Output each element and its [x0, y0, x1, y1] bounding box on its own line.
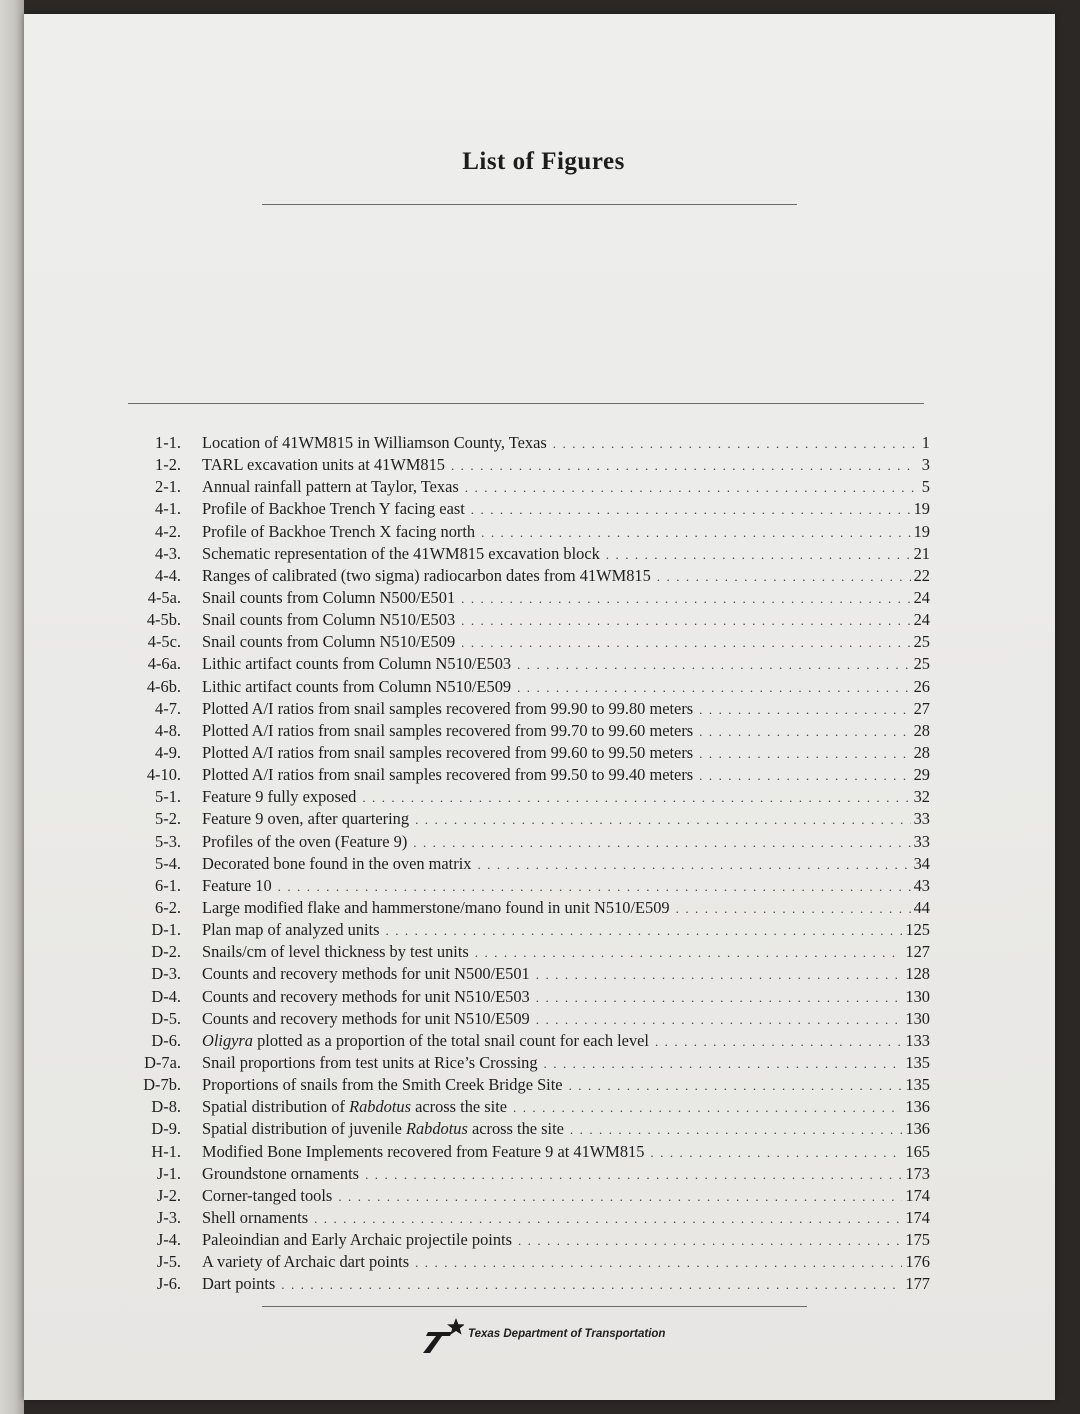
dot-leader — [699, 765, 910, 787]
figure-page-number: 32 — [913, 787, 930, 807]
figure-caption — [202, 831, 407, 853]
figure-number: 4-10. — [146, 765, 181, 785]
figure-number: J-3. — [156, 1207, 181, 1227]
figure-page-number: 165 — [905, 1141, 930, 1161]
figure-caption-taxon: Rabdotus — [405, 1119, 468, 1139]
figure-caption — [202, 1141, 644, 1163]
dot-leader — [536, 1009, 903, 1031]
dot-leader — [471, 499, 911, 521]
figure-caption — [202, 1008, 530, 1030]
figure-caption-text: across the site — [467, 1119, 564, 1139]
figure-page-number: 130 — [905, 986, 930, 1006]
figure-caption — [202, 698, 693, 720]
figure-caption-text: Schematic representation of the 41WM815 excavation block — [202, 543, 600, 563]
figure-entry — [124, 587, 930, 609]
figure-page-number: 136 — [905, 1119, 930, 1139]
dot-leader — [517, 654, 911, 676]
figure-entry — [124, 1251, 930, 1273]
figure-caption-text: Ranges of calibrated (two sigma) radiocarbon dates from 41WM815 — [202, 565, 651, 585]
dot-leader — [451, 455, 917, 477]
figure-caption-text: Large modified flake and hammerstone/mano found in unit N510/E509 — [202, 897, 670, 917]
document-page — [24, 14, 1055, 1400]
figure-page-number: 125 — [905, 920, 930, 940]
figure-page-number: 26 — [913, 676, 930, 696]
figure-page-number: 174 — [905, 1207, 930, 1227]
figure-number: D-3. — [151, 964, 181, 984]
figure-entry — [124, 1273, 930, 1295]
figure-caption-text: Counts and recovery methods for unit N500/E501 — [202, 964, 530, 984]
figure-number: D-5. — [151, 1008, 181, 1028]
figure-number: 1-2. — [155, 455, 181, 475]
dot-leader — [513, 1097, 902, 1119]
figure-number: 4-6b. — [146, 676, 181, 696]
figure-entry — [124, 543, 930, 565]
dot-leader — [569, 1075, 903, 1097]
figure-number: 5-4. — [155, 853, 181, 873]
figure-caption — [202, 631, 455, 653]
figure-number: D-8. — [151, 1097, 181, 1117]
figure-number: 4-6a. — [147, 654, 181, 674]
figure-entry — [124, 1074, 930, 1096]
figure-caption-text: Profile of Backhoe Trench X facing north — [202, 521, 476, 541]
figure-page-number: 28 — [913, 742, 930, 762]
figure-entry — [124, 742, 930, 764]
figure-caption-lead: Spatial distribution of — [202, 1097, 350, 1117]
figure-number: 4-5b. — [146, 610, 181, 630]
figure-caption — [202, 720, 693, 742]
figure-entry — [124, 498, 930, 520]
dot-leader — [415, 809, 911, 831]
figure-page-number: 34 — [913, 853, 930, 873]
figure-entry — [124, 1096, 930, 1118]
dot-leader — [544, 1053, 903, 1075]
figure-page-number: 3 — [921, 455, 930, 475]
figure-caption — [202, 565, 651, 587]
figure-page-number: 24 — [913, 587, 930, 607]
figure-entry — [124, 1118, 930, 1140]
dot-leader — [362, 787, 910, 809]
dot-leader — [606, 544, 911, 566]
figure-caption-text: Dart points — [202, 1274, 276, 1294]
figure-caption — [202, 676, 511, 698]
figure-page-number: 44 — [913, 897, 930, 917]
dot-leader — [699, 743, 910, 765]
dot-leader — [386, 920, 903, 942]
figure-caption-text: Feature 9 fully exposed — [202, 787, 357, 807]
figure-caption — [202, 742, 693, 764]
figure-page-number: 174 — [905, 1185, 930, 1205]
footer — [420, 1314, 720, 1354]
figure-page-number: 25 — [913, 654, 930, 674]
figure-caption — [202, 853, 471, 875]
figure-caption-text: Snail proportions from test units at Rice’s Crossing — [202, 1052, 538, 1072]
figure-page-number: 173 — [905, 1163, 930, 1183]
figure-number: D-1. — [151, 920, 181, 940]
figure-entry — [124, 676, 930, 698]
dot-leader — [650, 1142, 902, 1164]
dot-leader — [461, 588, 910, 610]
dot-leader — [570, 1119, 902, 1141]
figure-number: J-2. — [156, 1185, 181, 1205]
figure-caption-text: Counts and recovery methods for unit N510/E509 — [202, 1008, 530, 1028]
figure-number: 2-1. — [155, 477, 181, 497]
dot-leader — [517, 677, 911, 699]
figure-caption — [202, 1185, 332, 1207]
figure-caption-lead: Spatial distribution of juvenile — [202, 1119, 406, 1139]
figure-entry — [124, 1207, 930, 1229]
dot-leader — [475, 942, 903, 964]
dot-leader — [657, 566, 911, 588]
figure-caption — [202, 786, 356, 808]
figure-caption — [202, 897, 670, 919]
figure-number: 4-9. — [155, 742, 181, 762]
dot-leader — [278, 876, 911, 898]
figure-caption-text: Plotted A/I ratios from snail samples recovered from 99.60 to 99.50 meters — [202, 742, 694, 762]
figure-caption-text: Modified Bone Implements recovered from Feature 9 at 41WM815 — [202, 1141, 645, 1161]
figure-caption-text: across the site — [410, 1097, 508, 1117]
figure-entry — [124, 565, 930, 587]
figure-caption — [202, 432, 547, 454]
figure-caption-text: Counts and recovery methods for unit N510/E503 — [202, 986, 530, 1006]
figure-caption — [202, 1074, 563, 1096]
figure-entry — [124, 432, 930, 454]
figure-entry — [124, 764, 930, 786]
figure-caption — [202, 476, 459, 498]
figure-caption-text: plotted as a proportion of the total snail count for each level — [253, 1030, 649, 1050]
dot-leader — [477, 854, 910, 876]
dot-leader — [465, 477, 917, 499]
figure-entry — [124, 1229, 930, 1251]
dot-leader — [699, 699, 910, 721]
figure-caption-text: Corner-tanged tools — [202, 1185, 333, 1205]
figure-caption — [202, 808, 409, 830]
figure-page-number: 28 — [913, 720, 930, 740]
dot-leader — [415, 1252, 902, 1274]
figure-caption — [202, 521, 475, 543]
figure-page-number: 19 — [913, 521, 930, 541]
figure-caption-text: Feature 10 — [202, 875, 272, 895]
figure-caption-text: Snail counts from Column N510/E509 — [202, 632, 456, 652]
dot-leader — [553, 433, 917, 455]
figure-page-number: 1 — [921, 433, 930, 452]
dot-leader — [518, 1230, 902, 1252]
figure-entry — [124, 521, 930, 543]
figure-caption-text: Shell ornaments — [202, 1207, 309, 1227]
figure-entry — [124, 698, 930, 720]
dot-leader — [481, 522, 910, 544]
figure-page-number: 33 — [913, 831, 930, 851]
figure-number: 4-2. — [155, 521, 181, 541]
figure-entry — [124, 986, 930, 1008]
dot-leader — [536, 987, 903, 1009]
figure-entry — [124, 875, 930, 897]
figure-page-number: 5 — [921, 477, 930, 497]
figure-page-number: 135 — [905, 1075, 930, 1095]
figure-entry — [124, 963, 930, 985]
figure-entry — [124, 941, 930, 963]
figure-caption-text: Profile of Backhoe Trench Y facing east — [202, 499, 465, 519]
figure-number: J-1. — [156, 1163, 181, 1183]
list-bottom-rule — [262, 1306, 807, 1307]
figure-caption — [202, 498, 465, 520]
figure-page-number: 130 — [905, 1008, 930, 1028]
figure-entry — [124, 720, 930, 742]
dot-leader — [314, 1208, 902, 1230]
figure-number: 1-1. — [155, 433, 181, 452]
figure-caption — [202, 609, 455, 631]
figure-page-number: 175 — [905, 1230, 930, 1250]
figure-caption-text: Annual rainfall pattern at Taylor, Texas — [202, 477, 459, 497]
figure-caption — [202, 1163, 359, 1185]
figure-page-number: 127 — [905, 942, 930, 962]
figure-entry — [124, 853, 930, 875]
figure-caption — [202, 1207, 308, 1229]
figure-number: 4-8. — [155, 720, 181, 740]
figure-page-number: 29 — [913, 765, 930, 785]
figure-entry — [124, 653, 930, 675]
figure-number: D-9. — [151, 1119, 181, 1139]
page-title: List of Figures — [462, 148, 625, 175]
figure-caption-text: Lithic artifact counts from Column N510/E503 — [202, 654, 512, 674]
figure-caption-text: Snails/cm of level thickness by test units — [202, 942, 469, 962]
figure-entry — [124, 897, 930, 919]
previous-page-edge — [0, 0, 24, 1414]
figure-caption-text: TARL excavation units at 41WM815 — [202, 455, 445, 475]
figure-entry — [124, 808, 930, 830]
figure-page-number: 176 — [905, 1252, 930, 1272]
figure-caption — [202, 1052, 538, 1074]
figure-caption-text: Paleoindian and Early Archaic projectile points — [202, 1230, 512, 1250]
figure-entry — [124, 476, 930, 498]
figure-number: 5-1. — [155, 787, 181, 807]
title-underline — [262, 204, 797, 205]
figure-page-number: 128 — [905, 964, 930, 984]
figure-caption-text: Plotted A/I ratios from snail samples recovered from 99.70 to 99.60 meters — [202, 720, 694, 740]
dot-leader — [676, 898, 911, 920]
figure-caption — [202, 963, 530, 985]
figure-page-number: 33 — [913, 809, 930, 829]
figure-page-number: 177 — [905, 1274, 930, 1294]
figure-entry — [124, 786, 930, 808]
figure-number: D-7b. — [143, 1075, 181, 1095]
figure-caption — [202, 919, 380, 941]
figure-number: 4-1. — [155, 499, 181, 519]
figure-number: 4-4. — [155, 565, 181, 585]
list-top-rule — [128, 403, 924, 404]
figure-caption — [202, 1118, 564, 1140]
figure-caption-text: A variety of Archaic dart points — [202, 1252, 410, 1272]
figure-entry — [124, 1163, 930, 1185]
figure-page-number: 21 — [913, 543, 930, 563]
figure-caption-text: Proportions of snails from the Smith Creek Bridge Site — [202, 1075, 563, 1095]
figure-caption-text: Snail counts from Column N500/E501 — [202, 587, 456, 607]
figure-entry — [124, 919, 930, 941]
dot-leader — [655, 1031, 902, 1053]
figure-caption — [202, 941, 469, 963]
figure-caption — [202, 1096, 507, 1118]
figure-caption-text: Feature 9 oven, after quartering — [202, 809, 410, 829]
dot-leader — [365, 1164, 902, 1186]
figure-page-number: 25 — [913, 632, 930, 652]
txdot-logo-icon — [420, 1314, 464, 1354]
figure-number: D-7a. — [144, 1052, 181, 1072]
figure-caption-text: Location of 41WM815 in Williamson County, Texas — [202, 433, 547, 452]
figure-entry — [124, 1052, 930, 1074]
figure-caption-text: Plotted A/I ratios from snail samples recovered from 99.50 to 99.40 meters — [202, 765, 694, 785]
figure-caption — [202, 986, 530, 1008]
figure-caption-text: Lithic artifact counts from Column N510/E509 — [202, 676, 512, 696]
figure-caption — [202, 764, 693, 786]
figure-caption-text: Profiles of the oven (Feature 9) — [202, 831, 408, 851]
figure-entry — [124, 1008, 930, 1030]
figure-number: D-2. — [151, 942, 181, 962]
figure-number: 5-3. — [155, 831, 181, 851]
figure-number: 6-1. — [155, 875, 181, 895]
footer-agency-name: Texas Department of Transportation — [468, 1328, 666, 1340]
figure-entry — [124, 1141, 930, 1163]
figure-caption — [202, 587, 455, 609]
figure-page-number: 27 — [913, 698, 930, 718]
figure-number: D-4. — [151, 986, 181, 1006]
dot-leader — [536, 964, 903, 986]
figure-page-number: 22 — [913, 565, 930, 585]
figure-page-number: 135 — [905, 1052, 930, 1072]
figure-entry — [124, 1030, 930, 1052]
dot-leader — [461, 610, 910, 632]
figure-number: 4-5c. — [147, 632, 181, 652]
figure-number: 4-5a. — [147, 587, 181, 607]
figure-entry — [124, 1185, 930, 1207]
figure-entry — [124, 454, 930, 476]
figure-page-number: 19 — [913, 499, 930, 519]
figure-caption — [202, 1273, 275, 1295]
figure-caption — [202, 1229, 512, 1251]
figure-caption — [202, 653, 511, 675]
figure-entry — [124, 631, 930, 653]
figure-number: 4-3. — [155, 543, 181, 563]
figure-entry — [124, 831, 930, 853]
dot-leader — [338, 1186, 902, 1208]
figure-caption-text: Plan map of analyzed units — [202, 920, 380, 940]
figure-number: D-6. — [151, 1030, 181, 1050]
figure-entry — [124, 609, 930, 631]
figure-number: 4-7. — [155, 698, 181, 718]
figure-page-number: 24 — [913, 610, 930, 630]
figure-caption — [202, 454, 445, 476]
figure-caption — [202, 1030, 649, 1052]
figure-caption-text: Plotted A/I ratios from snail samples recovered from 99.90 to 99.80 meters — [202, 698, 694, 718]
figure-number: J-5. — [156, 1252, 181, 1272]
figure-number: J-4. — [156, 1230, 181, 1250]
figure-caption-text: Decorated bone found in the oven matrix — [202, 853, 472, 873]
figure-number: 6-2. — [155, 897, 181, 917]
dot-leader — [413, 832, 910, 854]
figure-caption — [202, 1251, 409, 1273]
figure-number: 5-2. — [155, 809, 181, 829]
figure-page-number: 136 — [905, 1097, 930, 1117]
figure-caption — [202, 543, 600, 565]
figure-page-number: 43 — [913, 875, 930, 895]
figure-caption — [202, 875, 272, 897]
figure-number: H-1. — [151, 1141, 181, 1161]
figure-caption-taxon: Oligyra — [202, 1030, 253, 1050]
dot-leader — [461, 632, 910, 654]
figure-list — [124, 432, 930, 1295]
dot-leader — [281, 1274, 902, 1296]
dot-leader — [699, 721, 910, 743]
figure-number: J-6. — [156, 1274, 181, 1294]
figure-caption-text: Groundstone ornaments — [202, 1163, 360, 1183]
figure-caption-text: Snail counts from Column N510/E503 — [202, 610, 456, 630]
figure-page-number: 133 — [905, 1030, 930, 1050]
figure-caption-taxon: Rabdotus — [349, 1097, 411, 1117]
